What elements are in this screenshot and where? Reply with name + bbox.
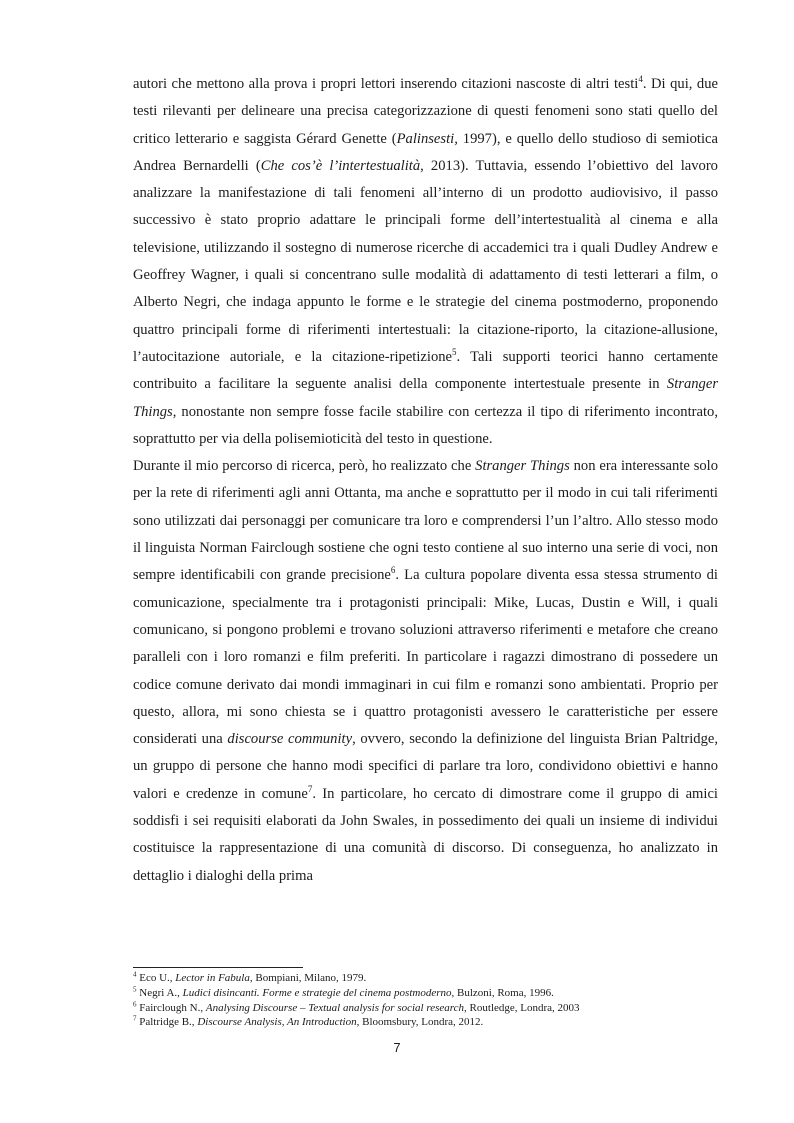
- text-run: , Bloomsbury, Londra, 2012.: [356, 1016, 484, 1029]
- text-run: . Di qui, due testi rilevanti per delineare una precisa categorizzazione di questi fenomeni sono stati quello del critico letterario e saggista Gérard Genette (: [133, 76, 718, 147]
- text-run: . La cultura popolare diventa essa stessa strumento di comunicazione, specialmente tra i protagonisti principali: Mike, Lucas, Dustin e Will, i quali comunicano, si pongono problemi e trovano soluzioni attraverso riferimenti e metafore che creano paralleli con i loro romanzi e film preferiti. In particolare i ragazzi dimostrano di possedere un codice comune derivato dai mondi immaginari in cui film e romanzi sono ambientati. Proprio per questo, allora, mi sono chiesta se i quattro protagonisti avessero le caratteristiche per essere considerati una: [133, 567, 718, 748]
- text-run: , nonostante non sempre fosse facile stabilire con certezza il tipo di riferimento incontrato, soprattutto per via della polisemioticità del testo in questione.: [133, 403, 718, 447]
- text-run: autori che mettono alla prova i propri lettori inserendo citazioni nascoste di altri testi: [133, 76, 639, 92]
- italic-title: Palinsesti,: [396, 130, 458, 147]
- text-run: Durante il mio percorso di ricerca, però, ho realizzato che: [133, 458, 476, 475]
- footnote-reference: 7: [307, 783, 313, 794]
- footnote: [133, 1015, 718, 1030]
- italic-title: Analysing Discourse – Textual analysis for social research: [205, 1001, 465, 1014]
- italic-title: Discourse Analysis, An Introduction: [197, 1016, 357, 1029]
- text-run: Fairclough N.,: [136, 1001, 206, 1014]
- footnote-separator: [133, 967, 303, 968]
- italic-title: Stranger Things: [133, 376, 718, 420]
- italic-title: Lector in Fabula: [175, 972, 250, 984]
- footnote-reference: 7: [133, 1014, 137, 1023]
- text-run: , Routledge, Londra, 2003: [464, 1001, 580, 1014]
- italic-title: Ludici disincanti. Forme e strategie del cinema postmoderno: [182, 986, 452, 999]
- footnote-reference: 6: [133, 999, 137, 1008]
- paragraph: [133, 71, 718, 453]
- page-number: 7: [393, 1040, 401, 1055]
- italic-title: Stranger Things: [475, 458, 570, 475]
- footnote: [133, 971, 718, 986]
- footnote-reference: 6: [390, 565, 396, 576]
- text-run: . Tali supporti teorici hanno certamente contribuito a facilitare la seguente analisi della componente intertestuale presente in: [133, 348, 719, 393]
- footnotes: [133, 971, 718, 1030]
- text-run: . In particolare, ho cercato di dimostrare come il gruppo di amici soddisfi i sei requisiti elaborati da John Swales, in possedimento dei quali un insieme di individui costituisce la rappresentazione di una comunità di discorso. Di conseguenza, ho analizzato in dettaglio i dialoghi della prima: [133, 785, 718, 884]
- footnote-reference: 4: [638, 74, 643, 85]
- footnote-reference: 5: [452, 347, 457, 358]
- text-run: non era interessante solo per la rete di riferimenti agli anni Ottanta, ma anche e soprattutto per il modo in cui tali riferimenti sono utilizzati dai personaggi per comunicare tra loro e comprendersi l’un l’altro. Allo stesso modo il linguista Norman Fairclough sostiene che ogni testo contiene al suo interno una serie di voci, non sempre identificabili con grande precisione: [133, 458, 719, 584]
- text-run: , ovvero, secondo la definizione del linguista Brian Paltridge, un gruppo di persone che hanno modi specifici di parlare tra loro, condividono obiettivi e hanno valori e credenze in comune: [133, 731, 718, 802]
- text-run: Paltridge B.,: [136, 1016, 198, 1029]
- italic-title: Che cos’è l’intertestualità: [260, 157, 421, 174]
- text-run: Eco U.,: [136, 972, 176, 984]
- footnote-reference: 4: [133, 970, 137, 979]
- footnote-reference: 5: [133, 985, 137, 994]
- italic-title: discourse community: [227, 731, 353, 748]
- footnote: [133, 986, 718, 1001]
- text-run: Negri A.,: [136, 986, 183, 999]
- text-run: , 2013). Tuttavia, essendo l’obiettivo del lavoro analizzare la manifestazione di tali fenomeni all’interno di un prodotto audiovisivo, il passo successivo è stato proprio adattare le principali forme dell’intertestualità al cinema e alla televisione, utilizzando il sostegno di numerose ricerche di accademici tra i quali Dudley Andrew e Geoffrey Wagner, i quali si concentrano sulle modalità di adattamento di testi letterari a film, o Alberto Negri, che indaga appunto le forme e le strategie del cinema postmoderno, proponendo quattro principali forme di riferimenti intertestuali: la citazione-riporto, la citazione-allusione, l’autocitazione autoriale, e la citazione-ripetizione: [133, 157, 718, 365]
- text-run: , Bulzoni, Roma, 1996.: [451, 986, 554, 999]
- footnote: [133, 1001, 718, 1016]
- text-run: 1997), e quello dello studioso di semiotica Andrea Bernardelli (: [133, 130, 718, 174]
- body-text: [133, 71, 718, 890]
- paragraph: [133, 453, 718, 890]
- text-run: , Bompiani, Milano, 1979.: [249, 972, 367, 984]
